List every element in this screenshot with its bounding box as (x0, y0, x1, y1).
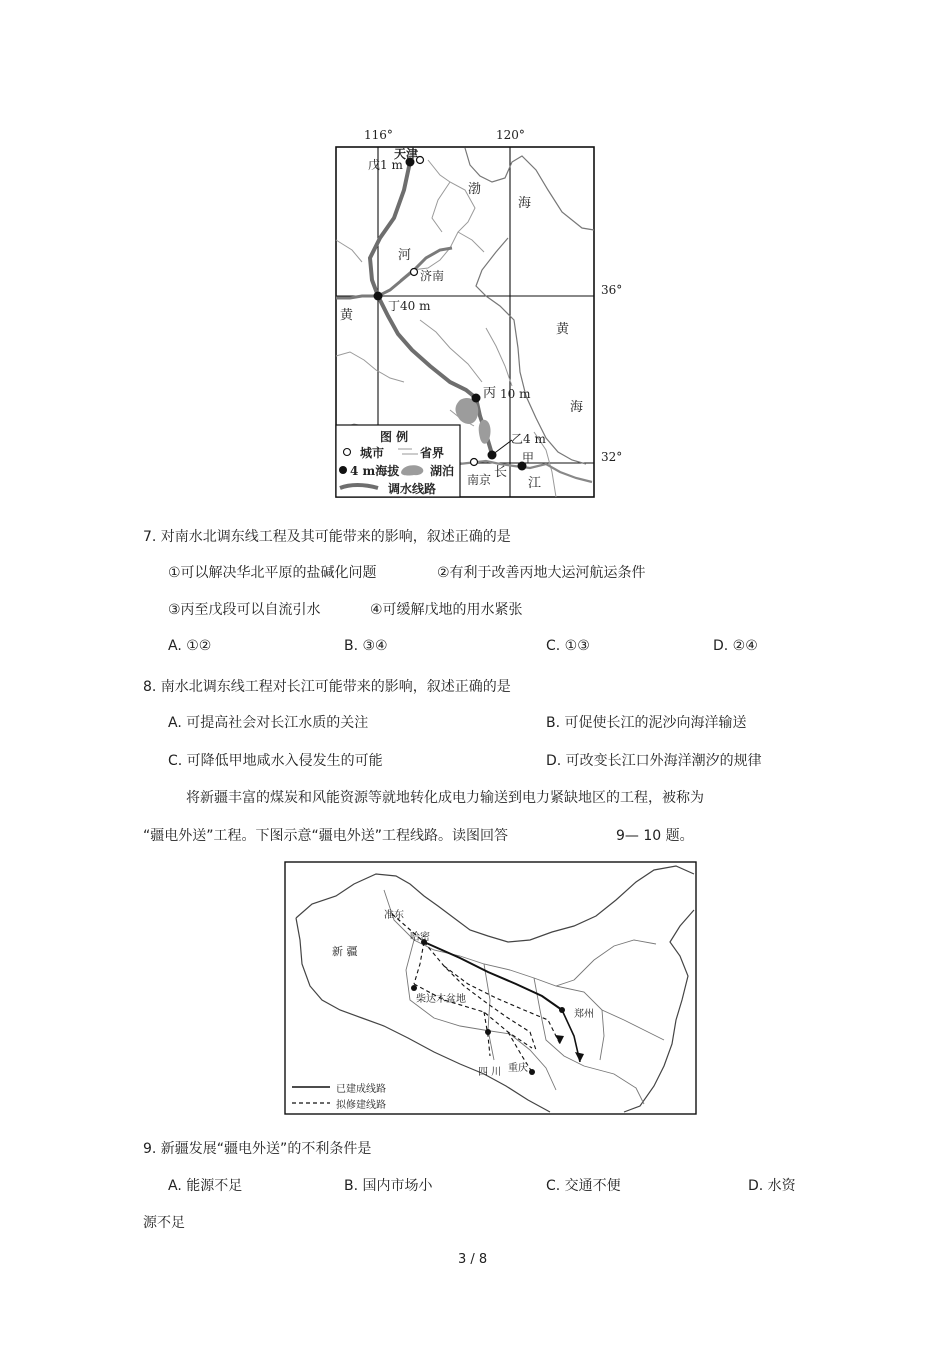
jiang-label: 江 (528, 476, 542, 491)
bing-label: 丙 (483, 386, 497, 401)
q7-stem: 7. 对南水北调东线工程及其可能带来的影响，叙述正确的是 (143, 529, 511, 545)
zhengzhou-label: 郑州 (574, 1009, 594, 1020)
legend-city: 城市 (360, 446, 385, 460)
q7-choice-b[interactable]: B. ③④ (344, 638, 388, 654)
q8-choice-d[interactable]: D. 可改变长江口外海洋潮汐的规律 (546, 753, 762, 769)
xinjiang-label: 新 疆 (332, 945, 358, 958)
q8-stem: 8. 南水北调东线工程对长江可能带来的影响，叙述正确的是 (143, 679, 511, 695)
point-bing (472, 394, 481, 403)
legend-altitude-icon (339, 466, 347, 474)
intro-line-2: “疆电外送”工程。下图示意“疆电外送”工程线路。读图回答 (143, 828, 509, 844)
lon-116-label: 116° (364, 128, 393, 142)
hami-label: 哈密 (410, 932, 430, 943)
bo-sea-label: 渤 (468, 182, 482, 197)
q8-choice-b[interactable]: B. 可促使长江的泥沙向海洋输送 (546, 715, 747, 731)
legend-built-label: 已建成线路 (336, 1084, 386, 1095)
lon-120-label: 120° (496, 128, 525, 142)
zhengzhou-point (559, 1007, 565, 1013)
chongqing-point (529, 1069, 535, 1075)
qaidam-label: 柴达木盆地 (416, 994, 466, 1005)
jia-label: 甲 (522, 451, 535, 465)
legend-planned-label: 拟修建线路 (336, 1100, 386, 1111)
q9-stem: 9. 新疆发展“疆电外送”的不利条件是 (143, 1141, 372, 1157)
point-ding (374, 292, 383, 301)
bohai-hai-label: 海 (518, 196, 532, 211)
chongqing-label: 重庆 (508, 1063, 528, 1074)
legend-lake: 湖泊 (430, 464, 455, 478)
ding-label: 丁40 m (388, 299, 431, 313)
intro-question-range: 9— 10 题。 (616, 828, 694, 844)
lat-36-label: 36° (601, 283, 623, 297)
jinan-label: 济南 (420, 269, 445, 283)
q9-choice-d-continued: 源不足 (143, 1215, 185, 1231)
q7-option-2: ②有利于改善丙地大运河航运条件 (437, 565, 646, 581)
lat-32-label: 32° (601, 450, 623, 464)
q9-choice-a[interactable]: A. 能源不足 (168, 1178, 243, 1194)
q7-option-3: ③丙至戊段可以自流引水 (168, 602, 321, 618)
q9-choice-d[interactable]: D. 水资 (748, 1178, 796, 1194)
q7-choice-d[interactable]: D. ②④ (713, 638, 758, 654)
wu-label: 戊1 m (368, 158, 403, 172)
q7-choice-c[interactable]: C. ①③ (546, 638, 590, 654)
yi-label: 乙4 m (511, 432, 546, 446)
nanjing-label: 南京 (467, 473, 492, 487)
tianjin-label: 天津 (394, 147, 419, 161)
q7-option-1: ①可以解决华北平原的盐碱化问题 (168, 565, 377, 581)
jinan-city (411, 269, 418, 276)
legend-city-icon (344, 449, 351, 456)
bing-altitude-label: 10 m (500, 387, 531, 401)
q7-choice-a[interactable]: A. ①② (168, 638, 212, 654)
q8-choice-c[interactable]: C. 可降低甲地咸水入侵发生的可能 (168, 753, 383, 769)
q9-choice-b[interactable]: B. 国内市场小 (344, 1178, 433, 1194)
legend-title: 图 例 (380, 430, 409, 444)
sichuan-point (485, 1029, 491, 1035)
legend-route: 调水线路 (388, 482, 437, 496)
intro-line-1: 将新疆丰富的煤炭和风能资源等就地转化成电力输送到电力紧缺地区的工程，被称为 (186, 790, 704, 806)
q9-choice-c[interactable]: C. 交通不便 (546, 1178, 621, 1194)
page-number: 3 / 8 (458, 1252, 488, 1267)
yellow-sea-hai-label: 海 (570, 400, 584, 415)
sichuan-label: 四 川 (478, 1067, 502, 1078)
q7-option-4: ④可缓解戊地的用水紧张 (370, 602, 523, 618)
legend-altitude: 4 m海拔 (350, 464, 400, 478)
he-label: 河 (398, 248, 412, 263)
yellow-sea-huang-label: 黄 (556, 322, 570, 337)
chang-label: 长 (494, 465, 508, 480)
huang-river-label: 黄 (340, 308, 354, 323)
legend-province: 省界 (420, 446, 445, 460)
nanjing-city (471, 459, 478, 466)
q8-choice-a[interactable]: A. 可提高社会对长江水质的关注 (168, 715, 369, 731)
zhundong-label: 准东 (384, 910, 404, 921)
